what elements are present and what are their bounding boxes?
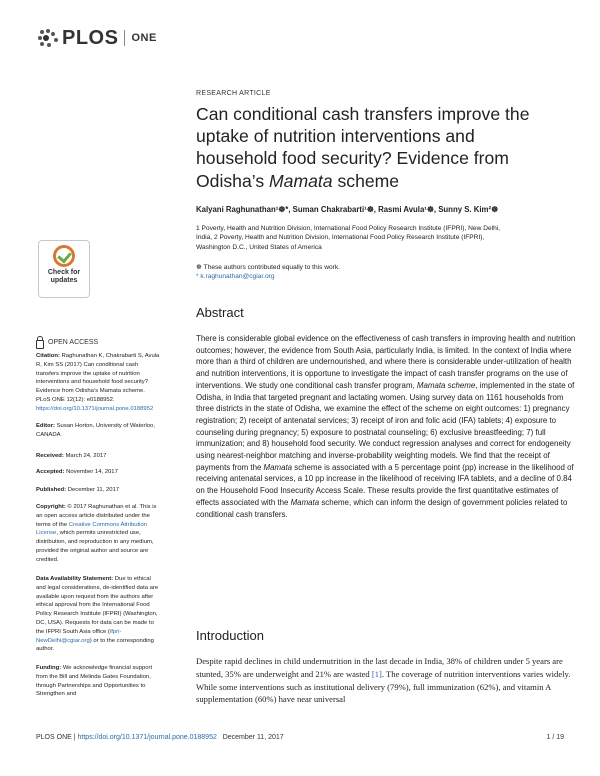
accepted-date: Accepted: November 14, 2017 [36, 469, 118, 475]
introduction-text: Despite rapid declines in child undernutrition in the last decade in India, 38% of children under 5 years are stunted, 35% are underweight and 21% are wasted [1]. The coverage of nutrition interventions varies widely. While some interventions such as institutional delivery (79%), full immunization (62%), and vitamin A supplementation (60%) have near universal [196, 656, 571, 705]
reference-link[interactable]: [1] [371, 668, 382, 679]
funding-block: Funding: We acknowledge financial support from the Bill and Melinda Gates Foundation, through Partnerships and Opportunities to Strengthen and [36, 665, 153, 698]
journal-name: ONE [131, 32, 157, 44]
article-title [196, 103, 566, 192]
abstract-heading: Abstract [196, 305, 244, 320]
data-email-link[interactable]: ifpri-NewDelhi@cgiar.org [36, 628, 122, 644]
title-line: household food security? Evidence from [196, 148, 509, 169]
license-link[interactable]: Creative Commons Attribution License [36, 521, 147, 537]
plos-dots-icon [36, 28, 62, 48]
plos-wordmark: PLOS [62, 26, 119, 49]
plos-logo [36, 26, 157, 50]
open-access-badge: OPEN ACCESS [36, 336, 98, 349]
abstract-text: There is considerable global evidence on the effectiveness of cash transfers in improving health and nutrition outcomes; however, the evidence from South Asia, particularly India, is limited. In the context of India where more than a third of children are undernourished, and where there is considerable under-utilization of health and nutrition interventions, it is opportune to investigate the impact of cash transfer programs on the use of interventions. We study one conditional cash transfer program, Mamata scheme, implemented in the state of Odisha, in India that targeted pregnant and lactating women. Using survey data on 1161 households from three districts in the state of Odisha, we examine the effect of the scheme on eight outcomes: 1) pregnancy registration; 2) receipt of antenatal services; 3) receipt of iron and folic acid (IFA) tablets; 4) exposure to counseling during pregnancy; 5) exposure to postnatal counseling; 6) exclusive breastfeeding; 7) full immunization; and 8) household food security. We conduct regression analyses and correct for endogeneity using nearest-neighbor matching and inverse-probability weighting models. We find that the receipt of payments from the Mamata scheme is associated with a 5 percentage point (pp) increase in the likelihood of receiving antenatal services, a 10 pp increase in the likelihood of receiving IFA tablets, and a decline of 0.84 on the Household Food Insecurity Access Scale. These results provide the first quantitative estimates of effects associated with the Mamata scheme, which can inform the design of government policies related to conditional cash transfers. [196, 334, 576, 519]
check-updates-icon [53, 245, 75, 267]
introduction-heading: Introduction [196, 628, 264, 643]
page-footer: PLOS ONE | https://doi.org/10.1371/journal.pone.0188952 December 11, 2017 [36, 734, 284, 741]
logo-divider [124, 30, 125, 46]
title-line: uptake of nutrition interventions and [196, 126, 475, 147]
open-lock-icon [36, 340, 44, 349]
citation-block: Citation: Raghunathan K, Chakrabarti S, Avula R, Kim SS (2017) Can conditional cash transfers improve the uptake of nutrition interventions and household food security? Evidence from Odisha’s Mamata scheme. PLoS ONE 12(12): e0188952. https://doi.org/10.1371/journal.pone.0188952 [36, 353, 160, 412]
equal-contribution-note: ☸ These authors contributed equally to this work. [196, 264, 340, 271]
title-line: Odisha’s Mamata scheme [196, 170, 400, 191]
author-list: Kalyani Raghunathan¹☸*, Suman Chakrabarti¹☸, Rasmi Avula¹☸, Sunny S. Kim²☸ [196, 205, 499, 214]
article-type: RESEARCH ARTICLE [196, 90, 271, 97]
affiliations: 1 Poverty, Health and Nutrition Division, International Food Policy Research Institute (IFPRI), New Delhi, India, 2 Poverty, Health and Nutrition Division, International Food Policy Research Institute (IFPRI), Washington D.C., United States of America [196, 225, 501, 251]
citation-doi-link[interactable]: https://doi.org/10.1371/journal.pone.0188952 [36, 405, 154, 412]
data-availability-block: Data Availability Statement: Due to ethical and legal considerations, de-identified data are available upon request from the authors after ethical approval from the International Food Policy Research Institute (IFPRI) (Washington, DC, USA). Requests for data can be made to the IFPRI South Asia office (ifpri-NewDelhi@cgiar.org) or to the corresponding author. [36, 576, 159, 653]
received-date: Received: March 24, 2017 [36, 453, 107, 459]
page-number: 1 / 19 [546, 734, 564, 741]
footer-doi-link[interactable]: https://doi.org/10.1371/journal.pone.0188952 [77, 734, 217, 741]
title-line: Can conditional cash transfers improve the [196, 104, 530, 124]
corresponding-email-link[interactable]: * k.raghunathan@cgiar.org [196, 273, 275, 281]
author-notes [196, 263, 556, 281]
published-date: Published: December 11, 2017 [36, 487, 120, 493]
copyright-block: Copyright: © 2017 Raghunathan et al. This is an open access article distributed under the terms of the Creative Commons Attribution License, which permits unrestricted use, distribution, and reproduction in any medium, provided the original author and source are credited. [36, 504, 157, 563]
editor-block: Editor: Susan Horton, University of Waterloo, CANADA [36, 423, 155, 438]
check-for-updates-button[interactable]: Check for updates [38, 240, 90, 298]
